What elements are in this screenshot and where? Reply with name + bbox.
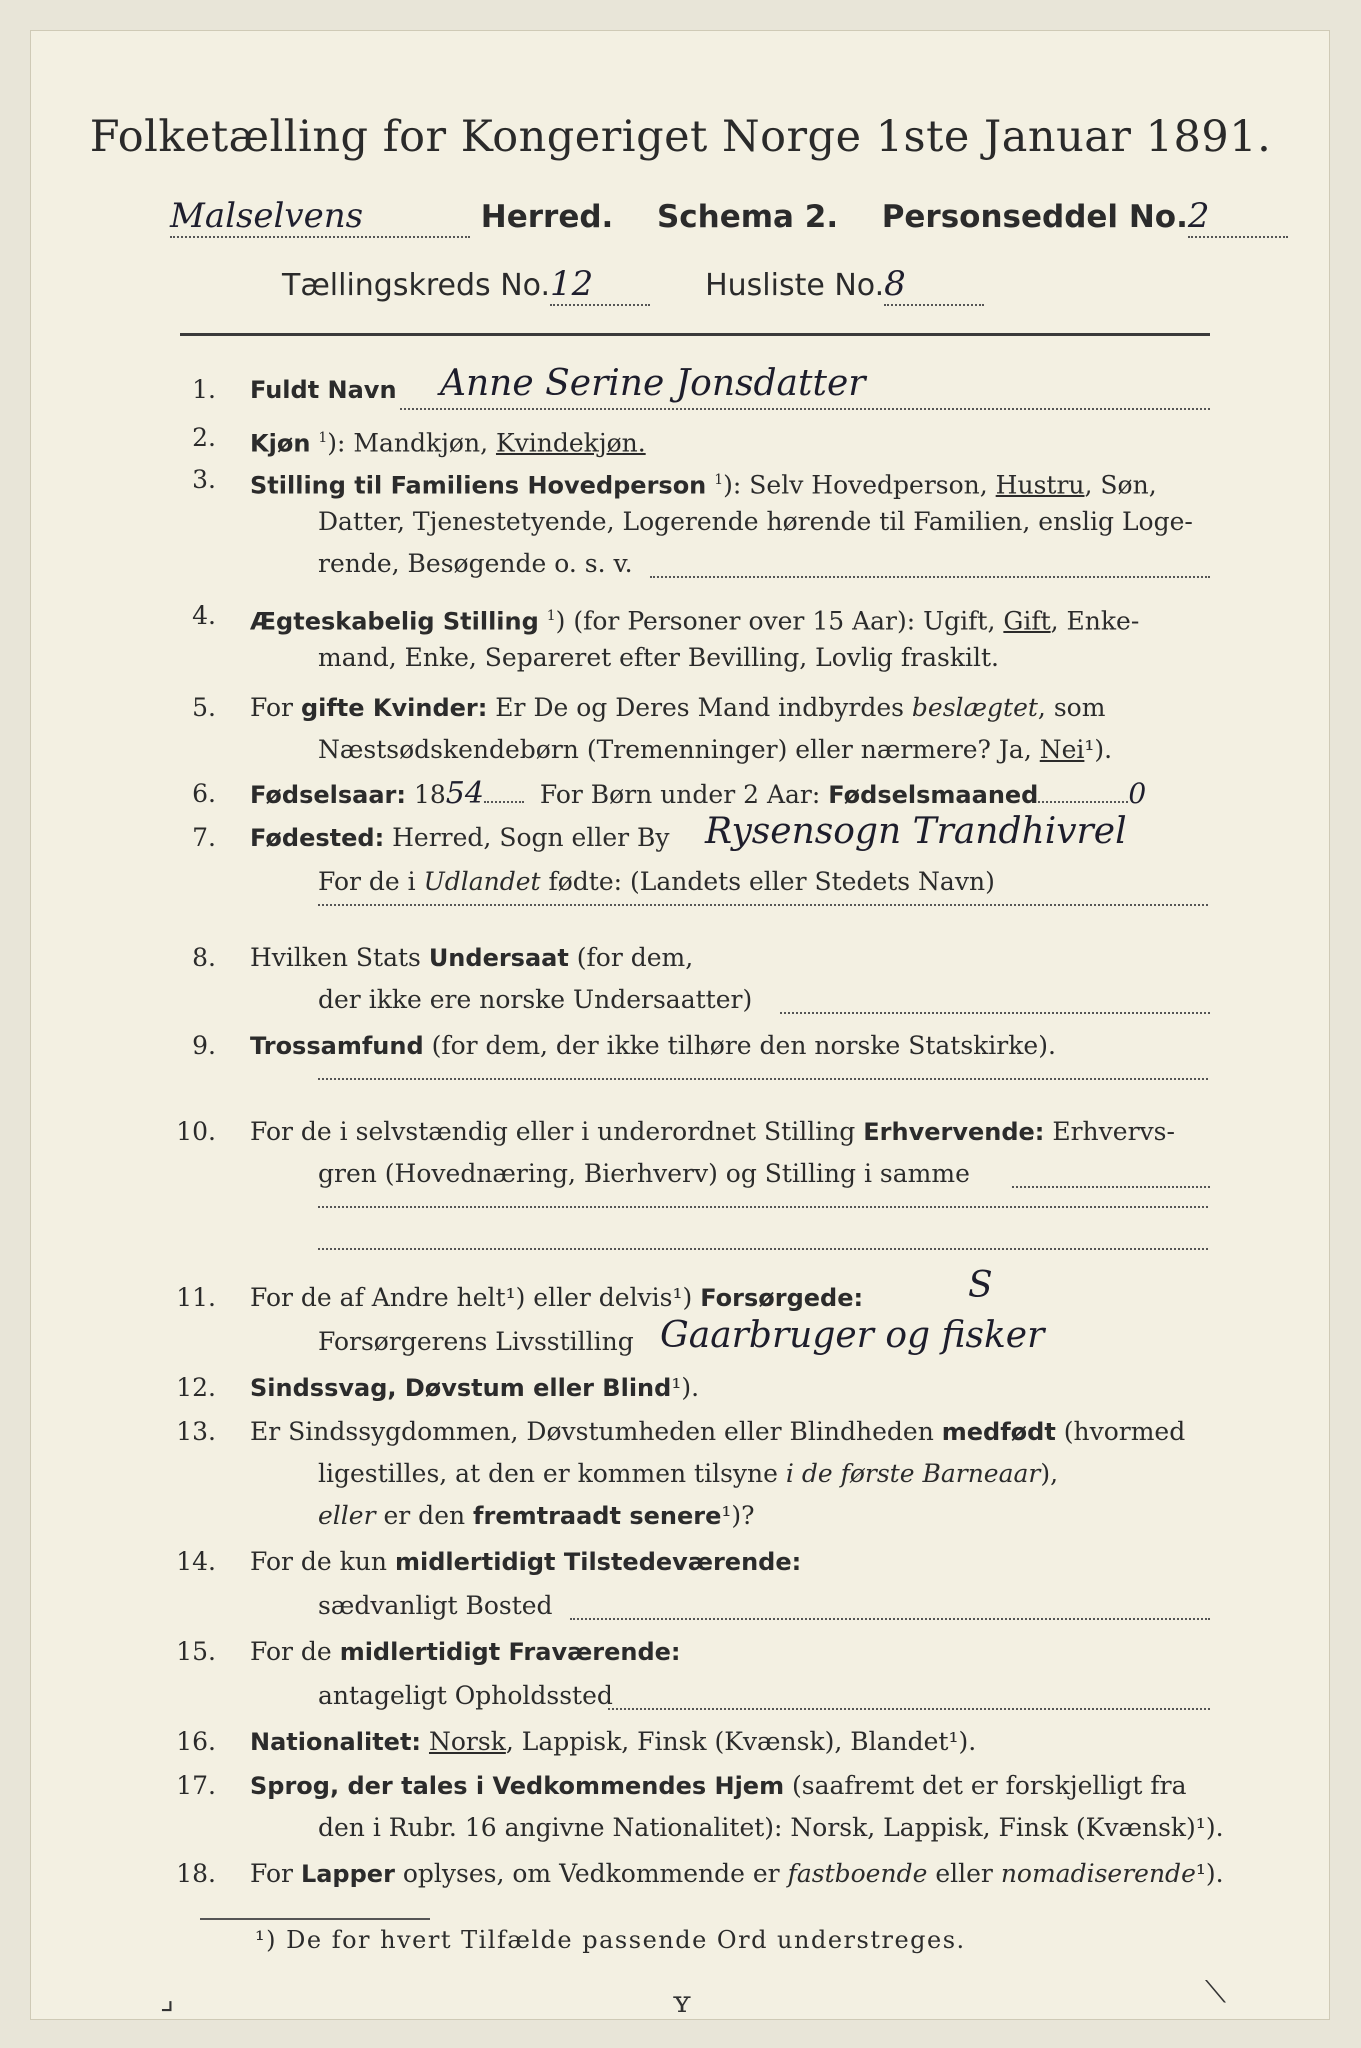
center-mark: ʏ: [672, 1985, 692, 2020]
personseddel-label: Personseddel No.: [881, 199, 1188, 235]
footnote-rule: [200, 1918, 430, 1920]
husliste-value: 8: [884, 264, 906, 304]
name-value: Anne Serine Jonsdatter: [440, 363, 866, 404]
footnote: ¹) De for hvert Tilfælde passende Ord understreges.: [255, 1926, 966, 1954]
item-1-name: 1. Fuldt Navn Anne Serine Jonsdatter: [160, 368, 1220, 418]
birthmonth-value: 0: [1128, 777, 1147, 810]
related-selected: Nei: [1039, 735, 1085, 764]
corner-mark-left: ⌟: [160, 1982, 175, 2017]
supported-value: S: [968, 1265, 993, 1306]
herred-value: Malselvens: [170, 196, 364, 236]
corner-mark-right: ⟍: [1205, 1975, 1226, 2010]
nationality-selected: Norsk: [428, 1727, 506, 1756]
birthplace-value: Rysensogn Trandhivrel: [705, 811, 1127, 852]
marital-selected: Gift: [1003, 606, 1051, 636]
form-title: Folketælling for Kongeriget Norge 1ste Januar 1891.: [89, 112, 1272, 162]
husliste-label: Husliste No.: [705, 268, 885, 303]
header-rule: [180, 333, 1210, 336]
position-selected: Hustru: [995, 470, 1085, 500]
schema-label: Schema 2.: [656, 199, 839, 235]
kreds-line: [282, 264, 1182, 306]
name-label: Fuldt Navn: [250, 376, 397, 404]
form-header-line: [170, 196, 1210, 238]
kreds-label: Tællingskreds No.: [282, 268, 550, 303]
kreds-value: 12: [550, 264, 594, 304]
sex-selected: Kvindekjøn.: [495, 428, 646, 458]
personseddel-value: 2: [1187, 196, 1210, 236]
supporter-occupation-value: Gaarbruger og fisker: [660, 1315, 1045, 1356]
birthyear-value: 54: [445, 776, 484, 811]
herred-label: Herred.: [480, 199, 614, 235]
